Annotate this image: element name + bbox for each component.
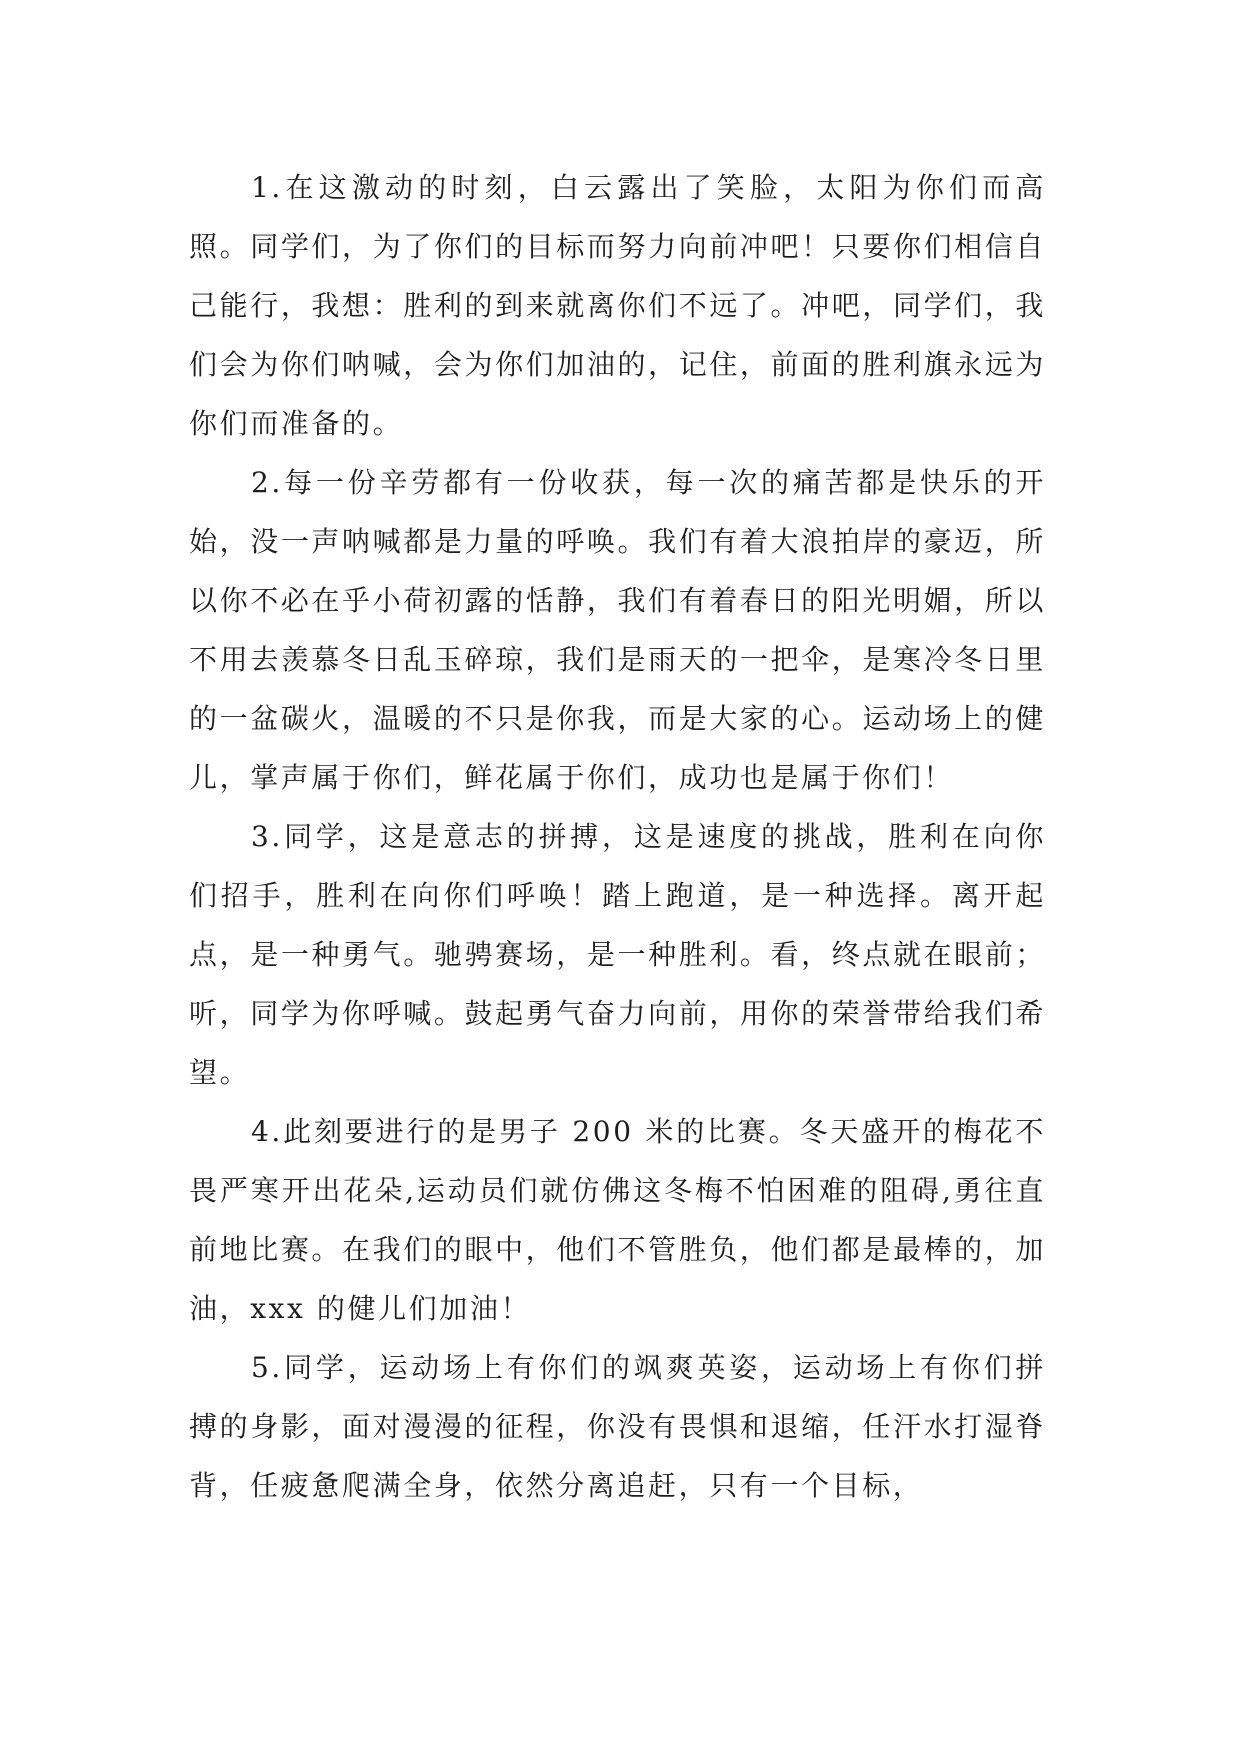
paragraph-5: 5.同学，运动场上有你们的飒爽英姿，运动场上有你们拼搏的身影，面对漫漫的征程，你没有畏惧和退缩，任汗水打湿脊背，任疲惫爬满全身，依然分离追赶，只有一个目标，	[189, 1351, 1046, 1502]
paragraph-4: 4.此刻要进行的是男子 200 米的比赛。冬天盛开的梅花不畏严寒开出花朵,运动员们就仿佛这冬梅不怕困难的阻碍,勇往直前地比赛。在我们的眼中，他们不管胜负，他们都是最棒的，加油，xxx 的健儿们加油！	[189, 1115, 1046, 1325]
paragraph-2: 2.每一份辛劳都有一份收获，每一次的痛苦都是快乐的开始，没一声呐喊都是力量的呼唤。我们有着大浪拍岸的豪迈，所以你不必在乎小荷初露的恬静，我们有着春日的阳光明媚，所以不用去羡慕冬日乱玉碎琼，我们是雨天的一把伞，是寒冷冬日里的一盆碳火，温暖的不只是你我，而是大家的心。运动场上的健儿，掌声属于你们，鲜花属于你们，成功也是属于你们！	[189, 466, 1046, 794]
document-body	[189, 158, 1046, 1515]
paragraph-3: 3.同学，这是意志的拼搏，这是速度的挑战，胜利在向你们招手，胜利在向你们呼唤！踏上跑道，是一种选择。离开起点，是一种勇气。驰骋赛场，是一种胜利。看，终点就在眼前；听，同学为你呼喊。鼓起勇气奋力向前，用你的荣誉带给我们希望。	[189, 820, 1046, 1089]
paragraph-1: 1.在这激动的时刻，白云露出了笑脸，太阳为你们而高照。同学们，为了你们的目标而努力向前冲吧！只要你们相信自己能行，我想：胜利的到来就离你们不远了。冲吧，同学们，我们会为你们呐喊，会为你们加油的，记住，前面的胜利旗永远为你们而准备的。	[189, 171, 1046, 440]
